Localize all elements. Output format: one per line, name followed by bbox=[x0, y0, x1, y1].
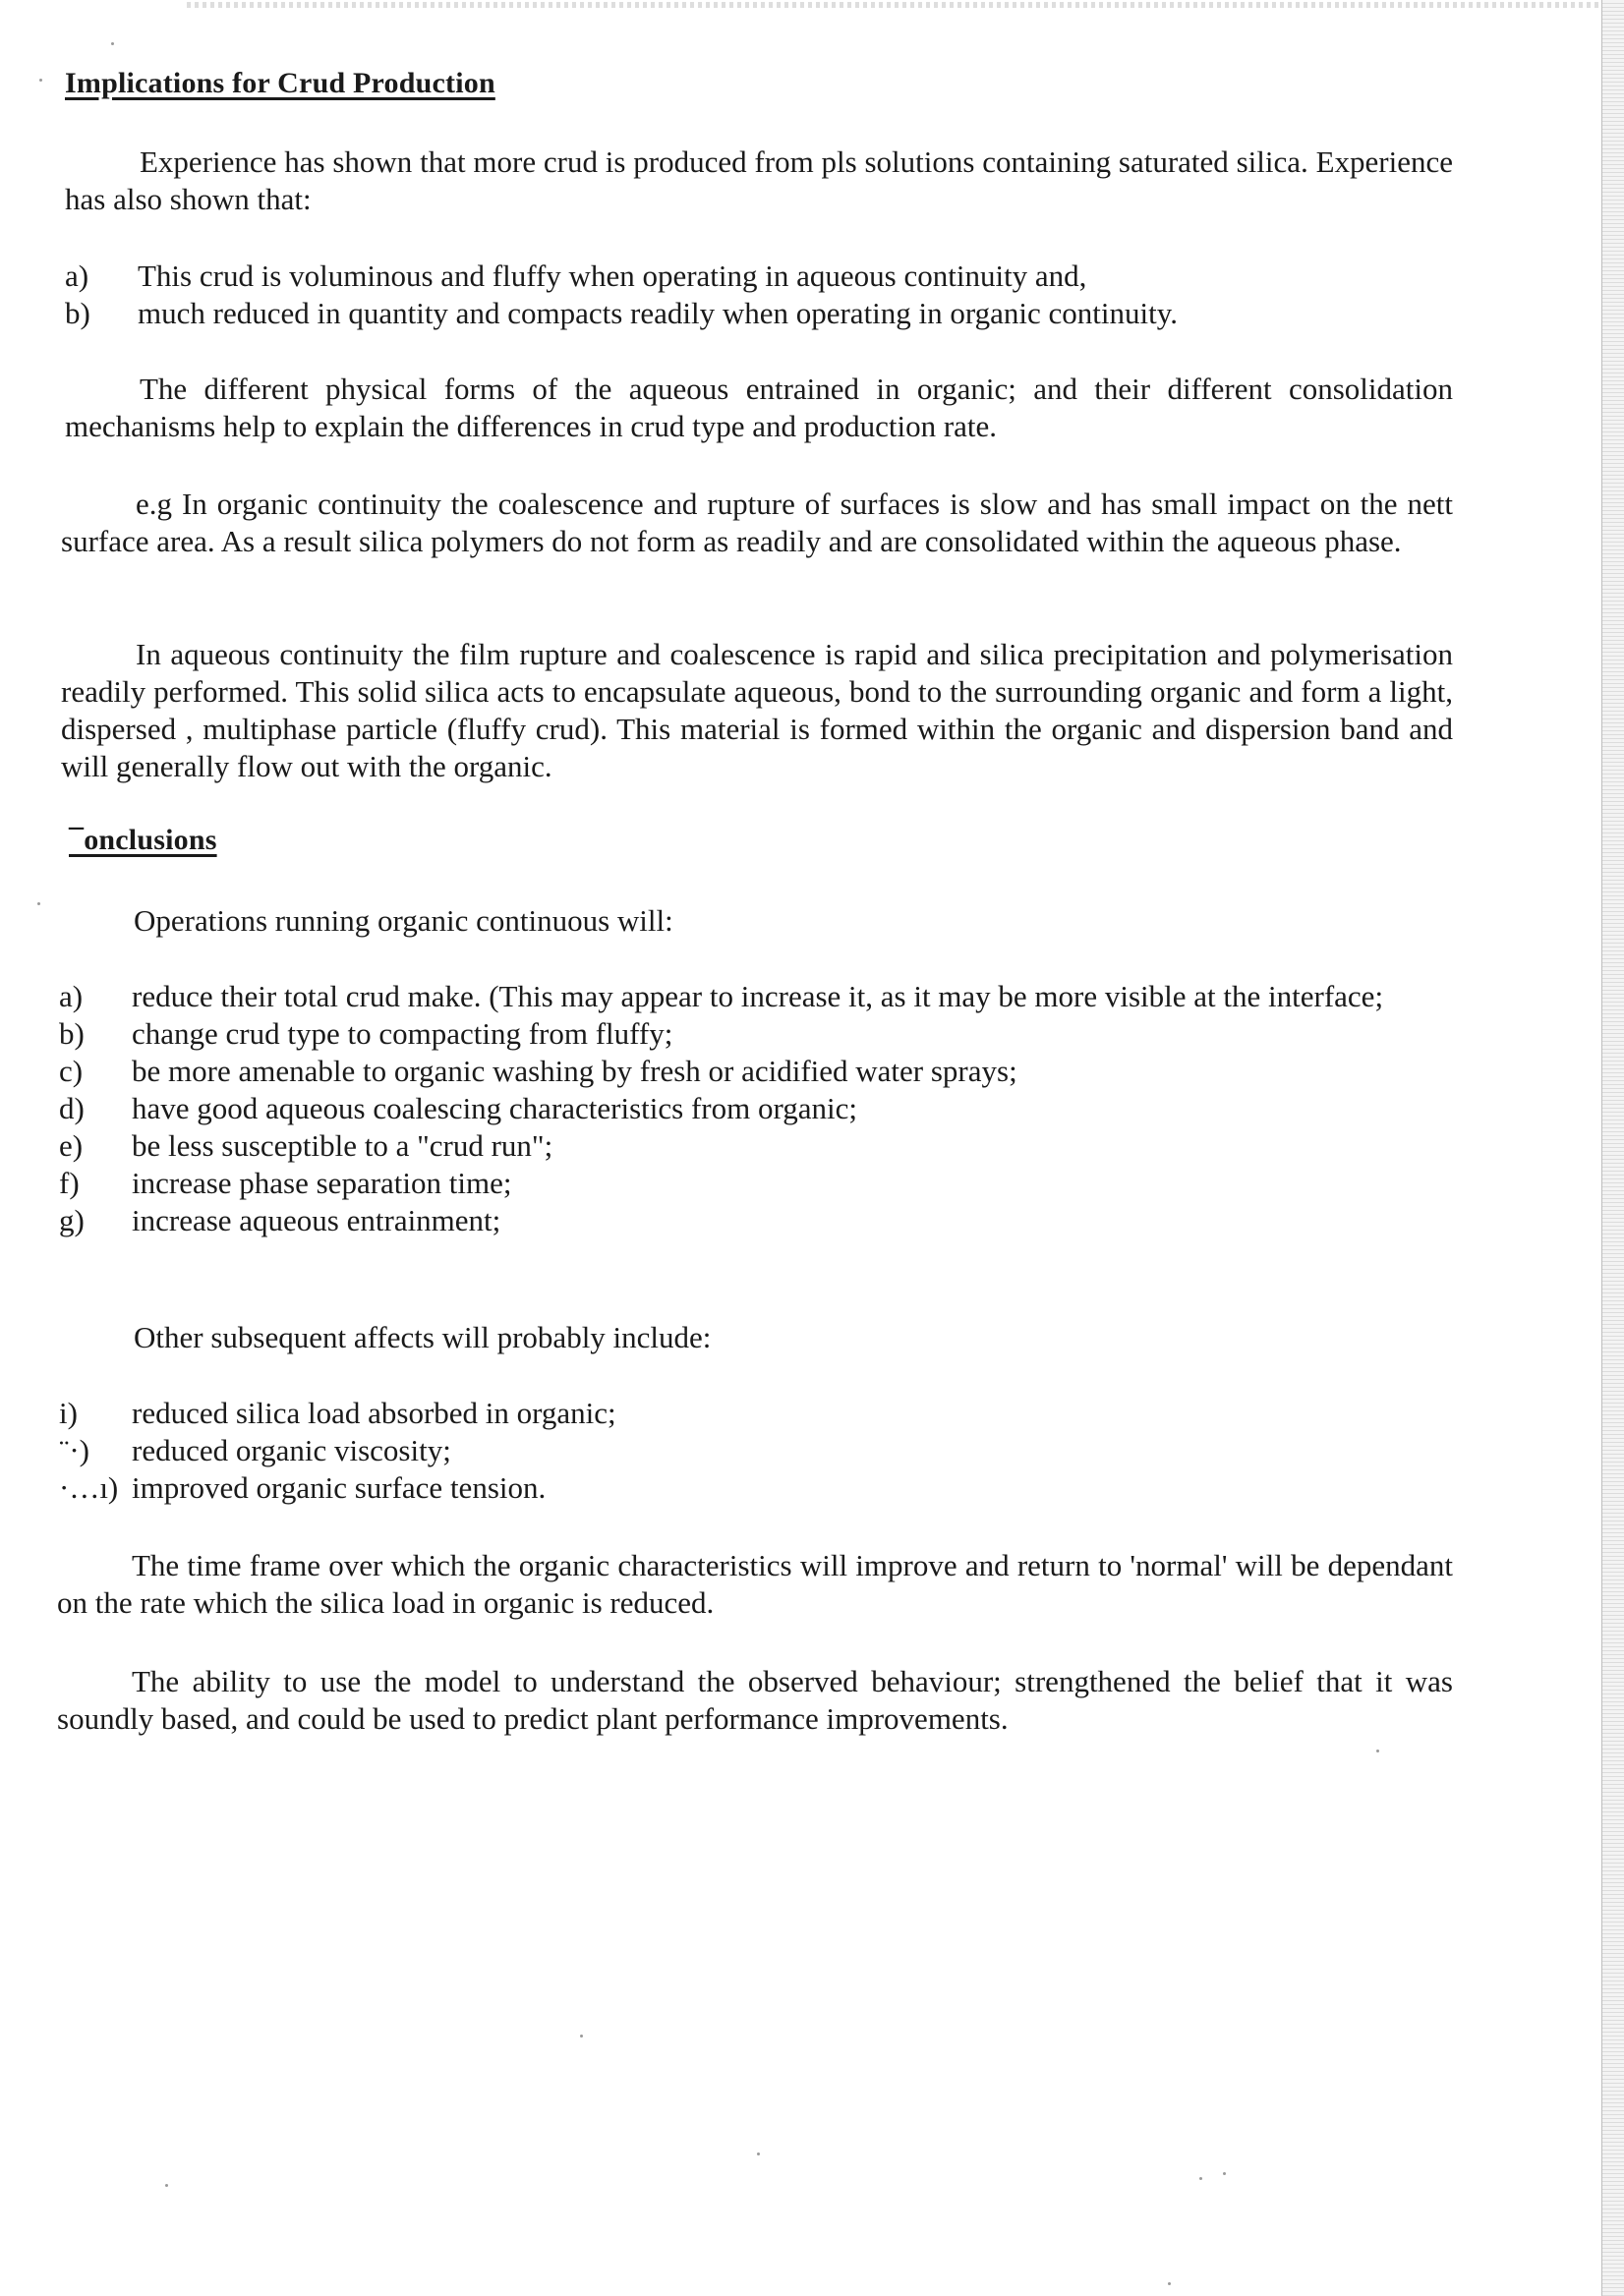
scan-speck bbox=[37, 902, 40, 905]
paragraph-time-frame-text: The time frame over which the organic characteristics will improve and return to 'normal' will be dependant on the rate which the silica load in organic is reduced. bbox=[57, 1548, 1453, 1620]
list-item bbox=[59, 1127, 1453, 1165]
paragraph-physical-forms bbox=[65, 371, 1453, 445]
paragraph-aqueous-continuity bbox=[61, 636, 1453, 785]
list-item-text: much reduced in quantity and compacts readily when operating in organic continuity. bbox=[138, 296, 1178, 330]
paragraph-operations bbox=[59, 902, 1453, 940]
scan-speck bbox=[580, 2035, 583, 2038]
paragraph-organic-continuity bbox=[61, 486, 1453, 560]
list-marker: b) bbox=[65, 296, 90, 330]
list-marker: a) bbox=[59, 979, 84, 1013]
list-item bbox=[59, 1165, 1453, 1202]
paragraph-experience-text: Experience has shown that more crud is produced from pls solutions containing saturated silica. Experience has also shown that: bbox=[65, 144, 1453, 216]
scan-speck bbox=[1223, 2172, 1226, 2175]
list-item-text: change crud type to compacting from fluffy; bbox=[132, 1016, 673, 1051]
list-item-text: This crud is voluminous and fluffy when operating in aqueous continuity and, bbox=[138, 258, 1087, 293]
scan-speck bbox=[1168, 2282, 1171, 2285]
list-marker: a) bbox=[65, 258, 89, 293]
list-item-text: improved organic surface tension. bbox=[132, 1470, 547, 1505]
list-item-text: have good aqueous coalescing characteristics from organic; bbox=[132, 1091, 857, 1125]
paragraph-experience bbox=[65, 144, 1453, 218]
list-item-text: increase aqueous entrainment; bbox=[132, 1203, 501, 1237]
paragraph-time-frame bbox=[57, 1547, 1453, 1622]
scan-speck bbox=[1199, 2177, 1202, 2180]
scan-speck bbox=[1376, 1750, 1379, 1752]
list-marker: ·…ı) bbox=[59, 1470, 119, 1505]
list-marker: c) bbox=[59, 1054, 84, 1088]
scan-speck bbox=[111, 42, 114, 45]
list-item bbox=[59, 1202, 1453, 1239]
heading-conclusions: ¯onclusions bbox=[69, 824, 217, 856]
list-item bbox=[59, 1090, 1453, 1127]
paragraph-organic-continuity-text: e.g In organic continuity the coalescence and rupture of surfaces is slow and has small impact on the nett surface area. As a result silica polymers do not form as readily and are consolidated within the aqueous phase. bbox=[61, 487, 1453, 558]
list-item-text: reduce their total crud make. (This may appear to increase it, as it may be more visible at the interface; bbox=[132, 979, 1384, 1013]
list-item bbox=[59, 1053, 1453, 1090]
list-item bbox=[59, 1432, 1453, 1469]
list-marker: b) bbox=[59, 1016, 85, 1051]
paragraph-other-effects-text: Other subsequent affects will probably include: bbox=[134, 1320, 712, 1354]
heading-implications: Implications for Crud Production bbox=[65, 67, 495, 99]
scan-right-edge bbox=[1601, 0, 1624, 2296]
list-conclusions bbox=[59, 978, 1453, 1239]
list-crud-characteristics bbox=[65, 258, 1453, 332]
list-marker: f) bbox=[59, 1166, 80, 1200]
list-marker: e) bbox=[59, 1128, 84, 1163]
scan-speck bbox=[39, 79, 42, 82]
list-item-text: be more amenable to organic washing by fresh or acidified water sprays; bbox=[132, 1054, 1017, 1088]
scan-top-edge bbox=[187, 2, 1602, 8]
scan-speck bbox=[165, 2184, 168, 2187]
list-marker: d) bbox=[59, 1091, 85, 1125]
scan-speck bbox=[757, 2152, 760, 2155]
list-item-text: be less susceptible to a "crud run"; bbox=[132, 1128, 553, 1163]
paragraph-physical-forms-text: The different physical forms of the aqueous entrained in organic; and their different consolidation mechanisms help to explain the differences in crud type and production rate. bbox=[65, 372, 1453, 443]
list-item bbox=[59, 1395, 1453, 1432]
paragraph-operations-text: Operations running organic continuous will: bbox=[134, 903, 673, 938]
list-item-text: increase phase separation time; bbox=[132, 1166, 512, 1200]
list-item-text: reduced silica load absorbed in organic; bbox=[132, 1396, 616, 1430]
list-item bbox=[59, 978, 1453, 1015]
list-marker: g) bbox=[59, 1203, 85, 1237]
list-item bbox=[59, 1015, 1453, 1053]
paragraph-other-effects bbox=[59, 1319, 1453, 1356]
list-item bbox=[65, 258, 1453, 295]
list-item bbox=[59, 1469, 1453, 1507]
list-other-effects bbox=[59, 1395, 1453, 1507]
list-item-text: reduced organic viscosity; bbox=[132, 1433, 451, 1467]
paragraph-model-ability-text: The ability to use the model to understand the observed behaviour; strengthened the belief that it was soundly based, and could be used to predict plant performance improvements. bbox=[57, 1664, 1453, 1736]
list-item bbox=[65, 295, 1453, 332]
list-marker: i) bbox=[59, 1396, 78, 1430]
paragraph-model-ability bbox=[57, 1663, 1453, 1738]
paragraph-aqueous-continuity-text: In aqueous continuity the film rupture and coalescence is rapid and silica precipitation and polymerisation readily performed. This solid silica acts to encapsulate aqueous, bond to the surrounding organic and form a light, dispersed , multiphase particle (fluffy crud). This material is formed within the organic and dispersion band and will generally flow out with the organic. bbox=[61, 637, 1453, 783]
list-marker: ¨·) bbox=[59, 1433, 89, 1467]
